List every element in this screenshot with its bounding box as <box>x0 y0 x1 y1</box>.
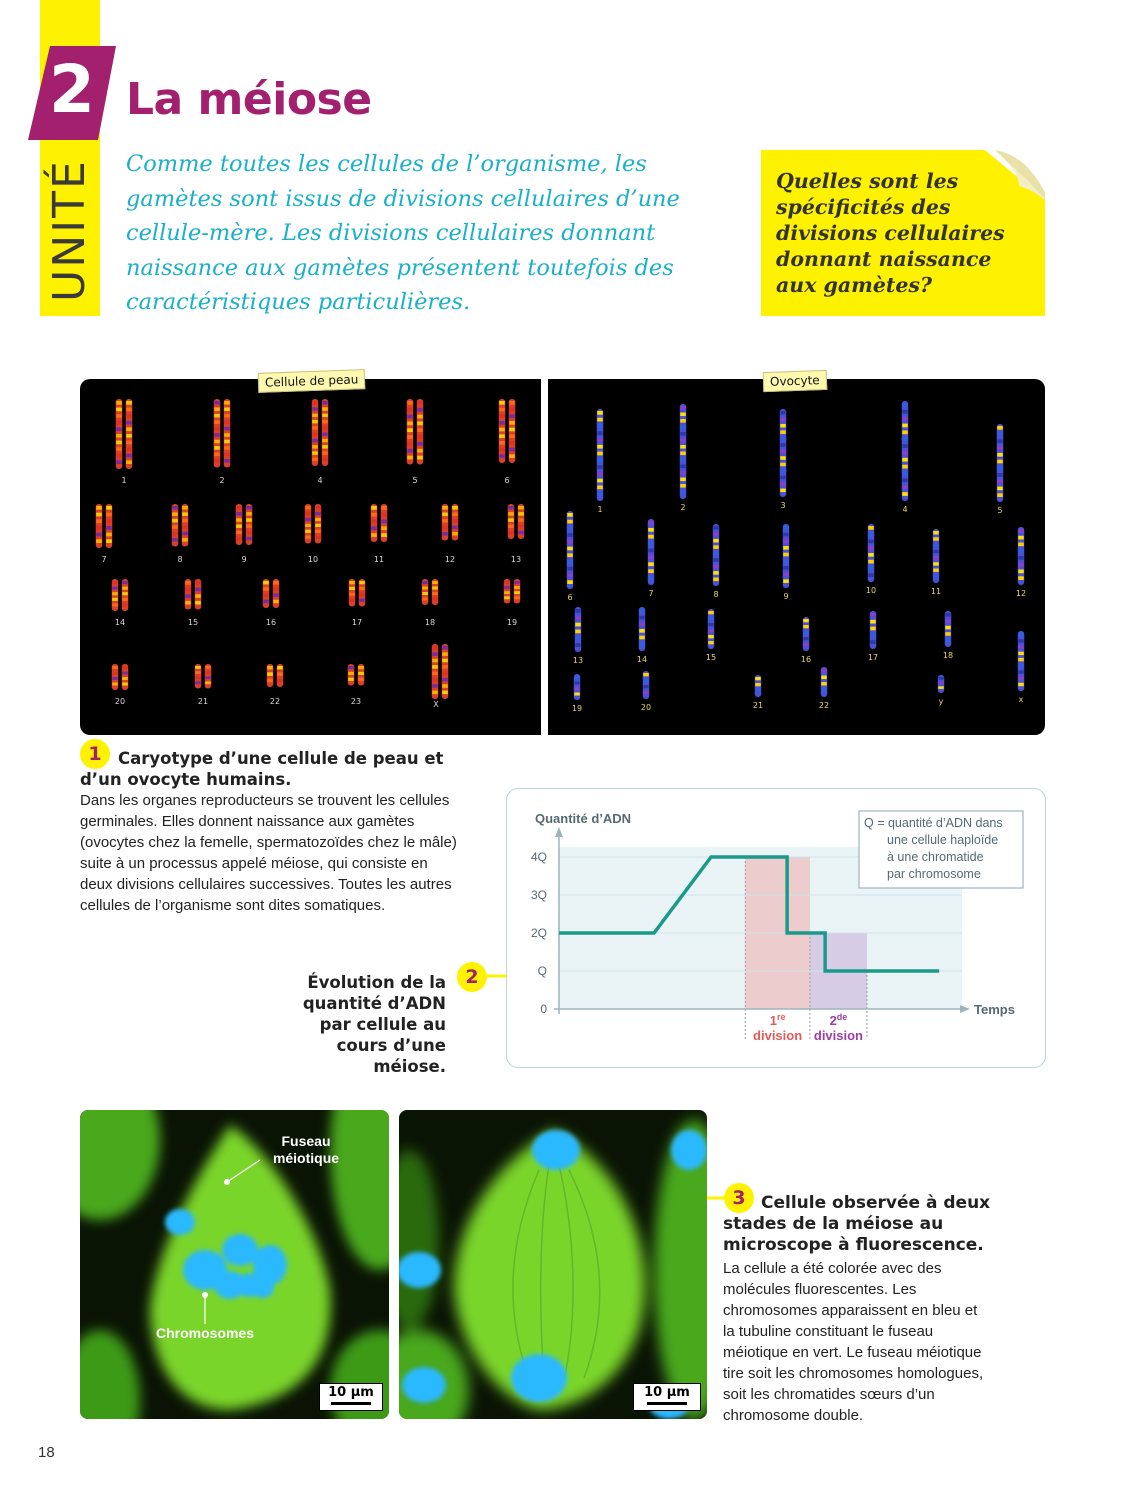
dna-graph <box>507 789 1045 1067</box>
doc3-caption-body: La cellule a été colorée avec des molécules fluorescentes. Les chromosomes apparaissent en bleu et la tubuline constituant le fuseau méiotique en vert. Le fuseau méiotique tire soit les chromosomes homologues, soit les chromatides sœurs d’un chromosome double. <box>723 1260 984 1424</box>
chromosome-number: 16 <box>800 655 812 664</box>
chromosome-number: 4 <box>902 505 908 514</box>
y-tick-label: 2Q <box>530 926 547 940</box>
ovocyte-chromosomes <box>548 379 1045 735</box>
division2-label: division <box>813 1028 864 1043</box>
chromosome-number: 2 <box>680 503 686 512</box>
chromosome <box>195 664 212 689</box>
chromosome-number: 22 <box>818 701 830 710</box>
chromosome-number: 1 <box>597 505 603 514</box>
chromosome <box>680 404 687 499</box>
chromosome <box>116 399 133 469</box>
chromosome-number: 7 <box>648 589 654 598</box>
spindle-label: Fuseau méiotique <box>272 1133 340 1166</box>
chromosome <box>783 524 790 588</box>
chromosome <box>508 504 525 539</box>
legend-text-line: à une chromatide <box>887 850 984 864</box>
chromosome <box>870 611 877 649</box>
division2-number: 2de <box>829 1012 848 1028</box>
ovocyte-karyotype-image <box>548 379 1045 735</box>
chromosome-number: 3 <box>780 501 786 510</box>
chromosome <box>499 399 516 463</box>
x-axis-label: Temps <box>974 1002 1015 1017</box>
chromosome-number: 19 <box>506 618 518 627</box>
legend-text-line: par chromosome <box>887 867 981 881</box>
doc1-caption-title: Caryotype d’une cellule de peau et d’un ovocyte humains. <box>80 749 444 789</box>
chromosome <box>263 579 280 608</box>
chromosome-number: 18 <box>942 651 954 660</box>
micro-image-stage2 <box>399 1110 707 1419</box>
scale-bar-stage1-line <box>331 1402 371 1405</box>
chromosome-number: 5 <box>412 476 418 485</box>
legend-text-line: une cellule haploïde <box>887 833 999 847</box>
chromosome-number: 2 <box>219 476 225 485</box>
chromosome-number: 19 <box>571 704 583 713</box>
scale-bar-stage2-line <box>647 1402 687 1405</box>
chromosome <box>112 579 129 611</box>
chromosome-number: 13 <box>510 555 522 564</box>
scale-bar-stage1-text: 10 µm <box>328 1385 374 1400</box>
chromosome <box>442 504 459 541</box>
chromosome <box>639 607 646 651</box>
doc3-number-badge: 3 <box>724 1183 754 1213</box>
chromosome <box>648 519 655 585</box>
chromosome <box>643 671 650 699</box>
chromosome-number: 9 <box>783 592 789 601</box>
intro-text: Comme toutes les cellules de l’organisme, les gamètes sont issus de divisions cellulaires d’une cellule-mère. Les divisions cellulaires donnant naissance aux gamètes présentent toutefois des caractéristiques particulières. <box>126 151 680 315</box>
chromosome <box>997 424 1004 502</box>
chromosome-number: 4 <box>317 476 323 485</box>
doc3-caption <box>723 1193 993 1426</box>
chromosome-number: 1 <box>121 476 127 485</box>
division1-label: division <box>753 1028 803 1043</box>
division1-number: 1re <box>769 1012 786 1028</box>
chromosome <box>112 664 129 690</box>
chromosome <box>821 667 828 697</box>
chromosome-number: 8 <box>177 555 183 564</box>
chromosome-number: 16 <box>265 618 277 627</box>
chromosome <box>708 609 715 649</box>
chromosome-number: 12 <box>1015 589 1027 598</box>
chromosome-number: 5 <box>997 506 1003 515</box>
chromosome <box>185 579 202 610</box>
chromosome <box>267 664 284 687</box>
doc2-caption <box>290 972 490 1077</box>
chromosome-number: 11 <box>930 587 942 596</box>
chromosome-number: 14 <box>636 655 648 664</box>
unit-number: 2 <box>49 51 95 128</box>
chromosome-number: 21 <box>752 701 764 710</box>
chromosome-number: 9 <box>241 555 247 564</box>
chromosome <box>1018 527 1025 585</box>
chromosome-number: 14 <box>114 618 126 627</box>
chromosome <box>755 675 762 697</box>
scale-bar-stage1 <box>319 1383 383 1411</box>
chromosome-number: 17 <box>351 618 363 627</box>
doc1-caption <box>80 748 460 916</box>
page-number: 18 <box>38 1444 55 1461</box>
y-tick-label: 4Q <box>530 850 547 864</box>
doc1-caption-body: Dans les organes reproducteurs se trouvent les cellules germinales. Elles donnent naissance aux gamètes (ovocytes chez la femelle, spermatozoïdes chez le mâle) suite à un processus appelé méiose, qui consiste en deux divisions cellulaires successives. Toutes les autres cellules de l’organisme sont dites somatiques. <box>80 792 457 914</box>
chromosome <box>574 674 581 700</box>
chromosome-number: 20 <box>640 703 652 712</box>
y-tick-label: 0 <box>540 1002 547 1016</box>
chromosome-number: 20 <box>114 697 126 706</box>
chromosome-number: 10 <box>307 555 319 564</box>
skin-chromosomes <box>80 379 541 735</box>
chromosome <box>214 399 231 468</box>
chromosome-number: X <box>433 700 439 709</box>
scale-bar-stage2-text: 10 µm <box>644 1385 690 1400</box>
chromosome-number: 21 <box>197 697 209 706</box>
legend-text-line: Q = quantité d’ADN dans <box>864 816 1003 830</box>
chromosome <box>868 524 875 582</box>
doc3-caption-title: Cellule observée à deux stades de la méiose au microscope à fluorescence. <box>723 1193 991 1255</box>
chromosome <box>96 504 113 548</box>
chromosome-number: 15 <box>705 653 717 662</box>
chromosome <box>348 664 365 686</box>
chromosome <box>780 409 787 497</box>
chromosome <box>713 524 720 586</box>
chromosome-number: 22 <box>269 697 281 706</box>
y-tick-label: Q <box>537 964 547 978</box>
skin-cell-label: Cellule de peau <box>258 369 366 393</box>
y-tick-label: 3Q <box>530 888 547 902</box>
chromosome-number: 6 <box>504 476 510 485</box>
chromosome <box>504 579 521 604</box>
unit-label: UNITÉ <box>44 159 95 302</box>
chromosome <box>312 399 329 466</box>
chromosome-number: x <box>1018 695 1024 704</box>
chromosome-number: 7 <box>101 555 107 564</box>
chromosomes-label: Chromosomes <box>155 1325 255 1341</box>
dna-graph-panel <box>506 788 1046 1068</box>
chromosome <box>349 579 366 607</box>
chromosome <box>422 579 439 605</box>
skin-karyotype-image <box>80 379 541 735</box>
chromosome-number: 8 <box>713 590 719 599</box>
chromosome-number: 17 <box>867 653 879 662</box>
chromosome <box>803 617 810 651</box>
page-title: La méiose <box>126 74 372 125</box>
y-axis-label: Quantité d’ADN <box>535 811 632 826</box>
x-axis-arrow <box>960 1005 970 1013</box>
chromosome <box>432 644 449 699</box>
question-text: Quelles sont les spécificités des divisions cellulaires donnant naissance aux gamètes? <box>776 169 1005 297</box>
y-axis-arrow <box>555 827 563 837</box>
chromosome <box>1018 631 1025 691</box>
micro-stage2-graphic <box>399 1110 707 1419</box>
chromosome-number: 13 <box>572 656 584 665</box>
chromosome <box>567 511 574 589</box>
chromosome-number: 6 <box>567 593 573 602</box>
chromosome-number: 10 <box>865 586 877 595</box>
chromosome <box>933 529 940 583</box>
scale-bar-stage2 <box>633 1383 701 1411</box>
chromosome <box>305 504 322 544</box>
chromosome <box>597 409 604 501</box>
ovocyte-label: Ovocyte <box>763 370 827 392</box>
doc1-number-badge: 1 <box>80 739 110 769</box>
chromosome-number: 15 <box>187 618 199 627</box>
chromosome <box>407 399 424 465</box>
chromosome <box>236 504 253 545</box>
doc2-number-badge: 2 <box>457 962 487 992</box>
chromosome-number: 23 <box>350 697 362 706</box>
chromosome <box>945 611 952 647</box>
chromosome <box>575 607 582 652</box>
doc2-caption-title: Évolution de la quantité d’ADN par cellule au cours d’une méiose. <box>302 973 446 1076</box>
chromosome <box>902 401 909 501</box>
chromosome-number: 11 <box>373 555 385 564</box>
chromosome-number: 12 <box>444 555 456 564</box>
chromosome <box>371 504 388 542</box>
chromosome-number: y <box>938 697 944 706</box>
chromosome <box>938 675 945 693</box>
chromosome-number: 18 <box>424 618 436 627</box>
chromosome <box>172 504 189 547</box>
